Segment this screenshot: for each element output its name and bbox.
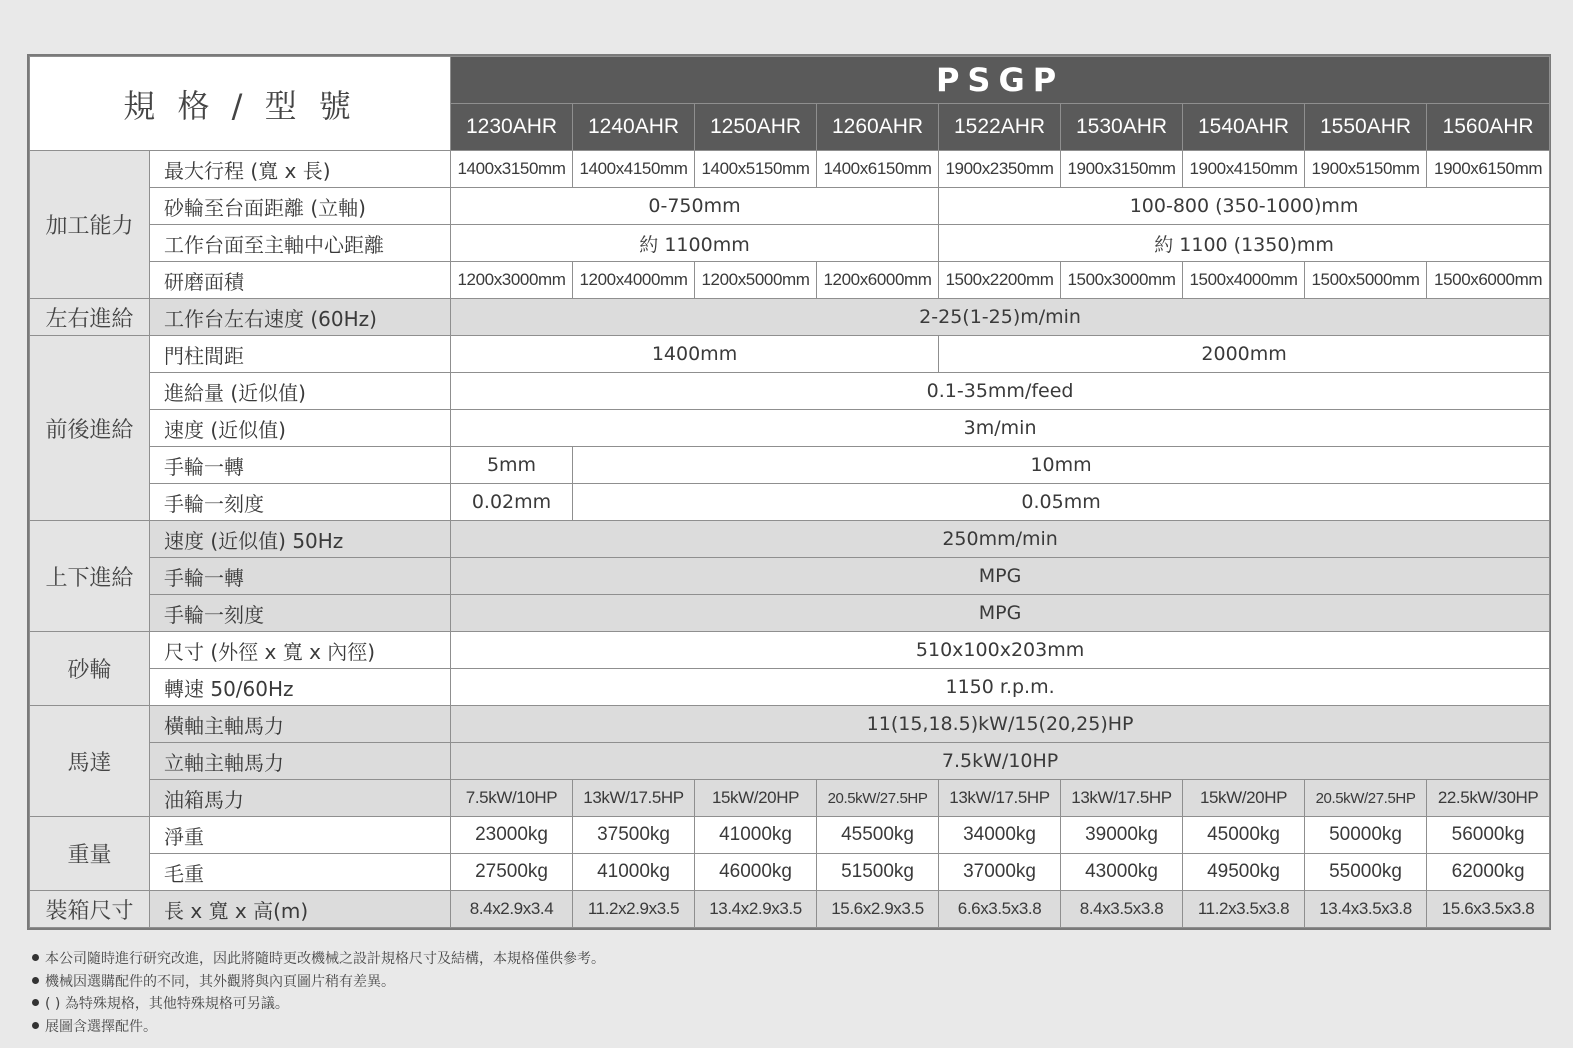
spec-value: 50000kg (1305, 817, 1427, 854)
table-row (30, 447, 1550, 484)
spec-value: 46000kg (695, 854, 817, 891)
spec-table-container (27, 54, 1551, 930)
spec-value: 15kW/20HP (1183, 780, 1305, 817)
spec-value: 55000kg (1305, 854, 1427, 891)
spec-value: 250mm/min (451, 521, 1550, 558)
spec-value: 1200x5000mm (695, 262, 817, 299)
table-row (30, 854, 1550, 891)
spec-value: 13kW/17.5HP (939, 780, 1061, 817)
spec-value: 23000kg (451, 817, 573, 854)
table-row (30, 817, 1550, 854)
footnote-item (32, 1016, 605, 1039)
spec-label: 長 x 寬 x 高(m) (150, 891, 451, 928)
spec-value: 62000kg (1427, 854, 1550, 891)
table-row (30, 225, 1550, 262)
spec-value: 27500kg (451, 854, 573, 891)
table-row (30, 706, 1550, 743)
spec-value: 37000kg (939, 854, 1061, 891)
spec-value: 45000kg (1183, 817, 1305, 854)
spec-value: MPG (451, 595, 1550, 632)
spec-value: 34000kg (939, 817, 1061, 854)
spec-table (29, 56, 1550, 928)
spec-value: 100-800 (350-1000)mm (939, 188, 1550, 225)
category-label: 前後進給 (30, 336, 150, 521)
spec-label: 進給量 (近似值) (150, 373, 451, 410)
spec-value: 7.5kW/10HP (451, 743, 1550, 780)
spec-value: 0-750mm (451, 188, 939, 225)
spec-value: 20.5kW/27.5HP (1305, 780, 1427, 817)
spec-value: 1200x6000mm (817, 262, 939, 299)
table-row (30, 299, 1550, 336)
model-header: 1560AHR (1427, 104, 1550, 151)
spec-value: 11.2x3.5x3.8 (1183, 891, 1305, 928)
spec-label: 橫軸主軸馬力 (150, 706, 451, 743)
bullet-icon (32, 954, 39, 961)
model-header: 1230AHR (451, 104, 573, 151)
spec-value: 1500x2200mm (939, 262, 1061, 299)
table-row (30, 558, 1550, 595)
footnote-item (32, 993, 605, 1016)
spec-value: 1400x6150mm (817, 151, 939, 188)
table-row (30, 151, 1550, 188)
category-label: 加工能力 (30, 151, 150, 299)
spec-value: 1900x6150mm (1427, 151, 1550, 188)
footnote-text: 本公司隨時進行研究改進，因此將隨時更改機械之設計規格尺寸及結構，本規格僅供參考。 (45, 951, 605, 967)
spec-label: 工作台面至主軸中心距離 (150, 225, 451, 262)
spec-label: 轉速 50/60Hz (150, 669, 451, 706)
spec-value: 1150 r.p.m. (451, 669, 1550, 706)
spec-value: 1500x3000mm (1061, 262, 1183, 299)
bullet-icon (32, 977, 39, 984)
table-row (30, 632, 1550, 669)
spec-value: 0.1-35mm/feed (451, 373, 1550, 410)
table-row (30, 669, 1550, 706)
bullet-icon (32, 999, 39, 1006)
model-header: 1240AHR (573, 104, 695, 151)
bullet-icon (32, 1022, 39, 1029)
spec-value: 51500kg (817, 854, 939, 891)
spec-value: 1200x3000mm (451, 262, 573, 299)
spec-value: 22.5kW/30HP (1427, 780, 1550, 817)
spec-label: 門柱間距 (150, 336, 451, 373)
spec-value: 0.02mm (451, 484, 573, 521)
spec-value: 13kW/17.5HP (573, 780, 695, 817)
series-title: PSGP (451, 57, 1550, 104)
spec-label: 油箱馬力 (150, 780, 451, 817)
category-label: 左右進給 (30, 299, 150, 336)
spec-value: 6.6x3.5x3.8 (939, 891, 1061, 928)
spec-value: 56000kg (1427, 817, 1550, 854)
table-row (30, 595, 1550, 632)
spec-value: 5mm (451, 447, 573, 484)
spec-value: 15.6x2.9x3.5 (817, 891, 939, 928)
model-header: 1250AHR (695, 104, 817, 151)
spec-value: 43000kg (1061, 854, 1183, 891)
spec-label: 手輪一刻度 (150, 595, 451, 632)
footnote-item (32, 948, 605, 971)
spec-model-corner-label: 規 格 / 型 號 (30, 57, 451, 151)
spec-value: 13.4x2.9x3.5 (695, 891, 817, 928)
spec-value: 約 1100mm (451, 225, 939, 262)
spec-value: 20.5kW/27.5HP (817, 780, 939, 817)
spec-value: 約 1100 (1350)mm (939, 225, 1550, 262)
spec-value: 15.6x3.5x3.8 (1427, 891, 1550, 928)
table-row (30, 373, 1550, 410)
spec-value: 13.4x3.5x3.8 (1305, 891, 1427, 928)
spec-value: 0.05mm (573, 484, 1550, 521)
category-label: 上下進給 (30, 521, 150, 632)
table-row (30, 262, 1550, 299)
spec-value: 1400x5150mm (695, 151, 817, 188)
table-row (30, 188, 1550, 225)
spec-label: 最大行程 (寬 x 長) (150, 151, 451, 188)
spec-value: 49500kg (1183, 854, 1305, 891)
spec-value: 1200x4000mm (573, 262, 695, 299)
spec-label: 速度 (近似值) (150, 410, 451, 447)
spec-value: 1400mm (451, 336, 939, 373)
category-label: 砂輪 (30, 632, 150, 706)
spec-value: MPG (451, 558, 1550, 595)
spec-value: 1900x3150mm (1061, 151, 1183, 188)
footnote-text: ( ) 為特殊規格，其他特殊規格可另議。 (45, 996, 289, 1012)
spec-value: 7.5kW/10HP (451, 780, 573, 817)
spec-value: 1900x4150mm (1183, 151, 1305, 188)
spec-value: 11(15,18.5)kW/15(20,25)HP (451, 706, 1550, 743)
spec-label: 砂輪至台面距離 (立軸) (150, 188, 451, 225)
table-row (30, 336, 1550, 373)
table-row (30, 521, 1550, 558)
spec-value: 41000kg (573, 854, 695, 891)
table-row (30, 891, 1550, 928)
model-header: 1530AHR (1061, 104, 1183, 151)
spec-value: 1500x5000mm (1305, 262, 1427, 299)
spec-value: 3m/min (451, 410, 1550, 447)
spec-value: 11.2x2.9x3.5 (573, 891, 695, 928)
table-row (30, 484, 1550, 521)
table-row (30, 780, 1550, 817)
model-header: 1540AHR (1183, 104, 1305, 151)
spec-label: 速度 (近似值) 50Hz (150, 521, 451, 558)
spec-value: 1500x6000mm (1427, 262, 1550, 299)
spec-value: 2-25(1-25)m/min (451, 299, 1550, 336)
spec-value: 45500kg (817, 817, 939, 854)
spec-value: 1500x4000mm (1183, 262, 1305, 299)
spec-value: 10mm (573, 447, 1550, 484)
spec-value: 1400x3150mm (451, 151, 573, 188)
spec-value: 1400x4150mm (573, 151, 695, 188)
model-header: 1522AHR (939, 104, 1061, 151)
spec-value: 8.4x2.9x3.4 (451, 891, 573, 928)
spec-value: 41000kg (695, 817, 817, 854)
spec-value: 510x100x203mm (451, 632, 1550, 669)
spec-label: 手輪一轉 (150, 558, 451, 595)
table-row (30, 743, 1550, 780)
spec-label: 工作台左右速度 (60Hz) (150, 299, 451, 336)
category-label: 馬達 (30, 706, 150, 817)
spec-value: 8.4x3.5x3.8 (1061, 891, 1183, 928)
category-label: 裝箱尺寸 (30, 891, 150, 928)
spec-value: 1900x5150mm (1305, 151, 1427, 188)
footnotes (32, 948, 605, 1038)
spec-label: 立軸主軸馬力 (150, 743, 451, 780)
spec-label: 尺寸 (外徑 x 寬 x 內徑) (150, 632, 451, 669)
spec-value: 15kW/20HP (695, 780, 817, 817)
table-row (30, 410, 1550, 447)
category-label: 重量 (30, 817, 150, 891)
footnote-text: 機械因選購配件的不同，其外觀將與內頁圖片稍有差異。 (45, 973, 395, 990)
spec-value: 39000kg (1061, 817, 1183, 854)
spec-value: 1900x2350mm (939, 151, 1061, 188)
spec-label: 手輪一轉 (150, 447, 451, 484)
spec-label: 毛重 (150, 854, 451, 891)
footnote-item (32, 971, 605, 994)
spec-value: 37500kg (573, 817, 695, 854)
spec-label: 淨重 (150, 817, 451, 854)
footnote-text: 展圖含選擇配件。 (45, 1018, 157, 1035)
spec-label: 手輪一刻度 (150, 484, 451, 521)
model-header: 1260AHR (817, 104, 939, 151)
spec-label: 研磨面積 (150, 262, 451, 299)
spec-value: 2000mm (939, 336, 1550, 373)
model-header: 1550AHR (1305, 104, 1427, 151)
spec-value: 13kW/17.5HP (1061, 780, 1183, 817)
